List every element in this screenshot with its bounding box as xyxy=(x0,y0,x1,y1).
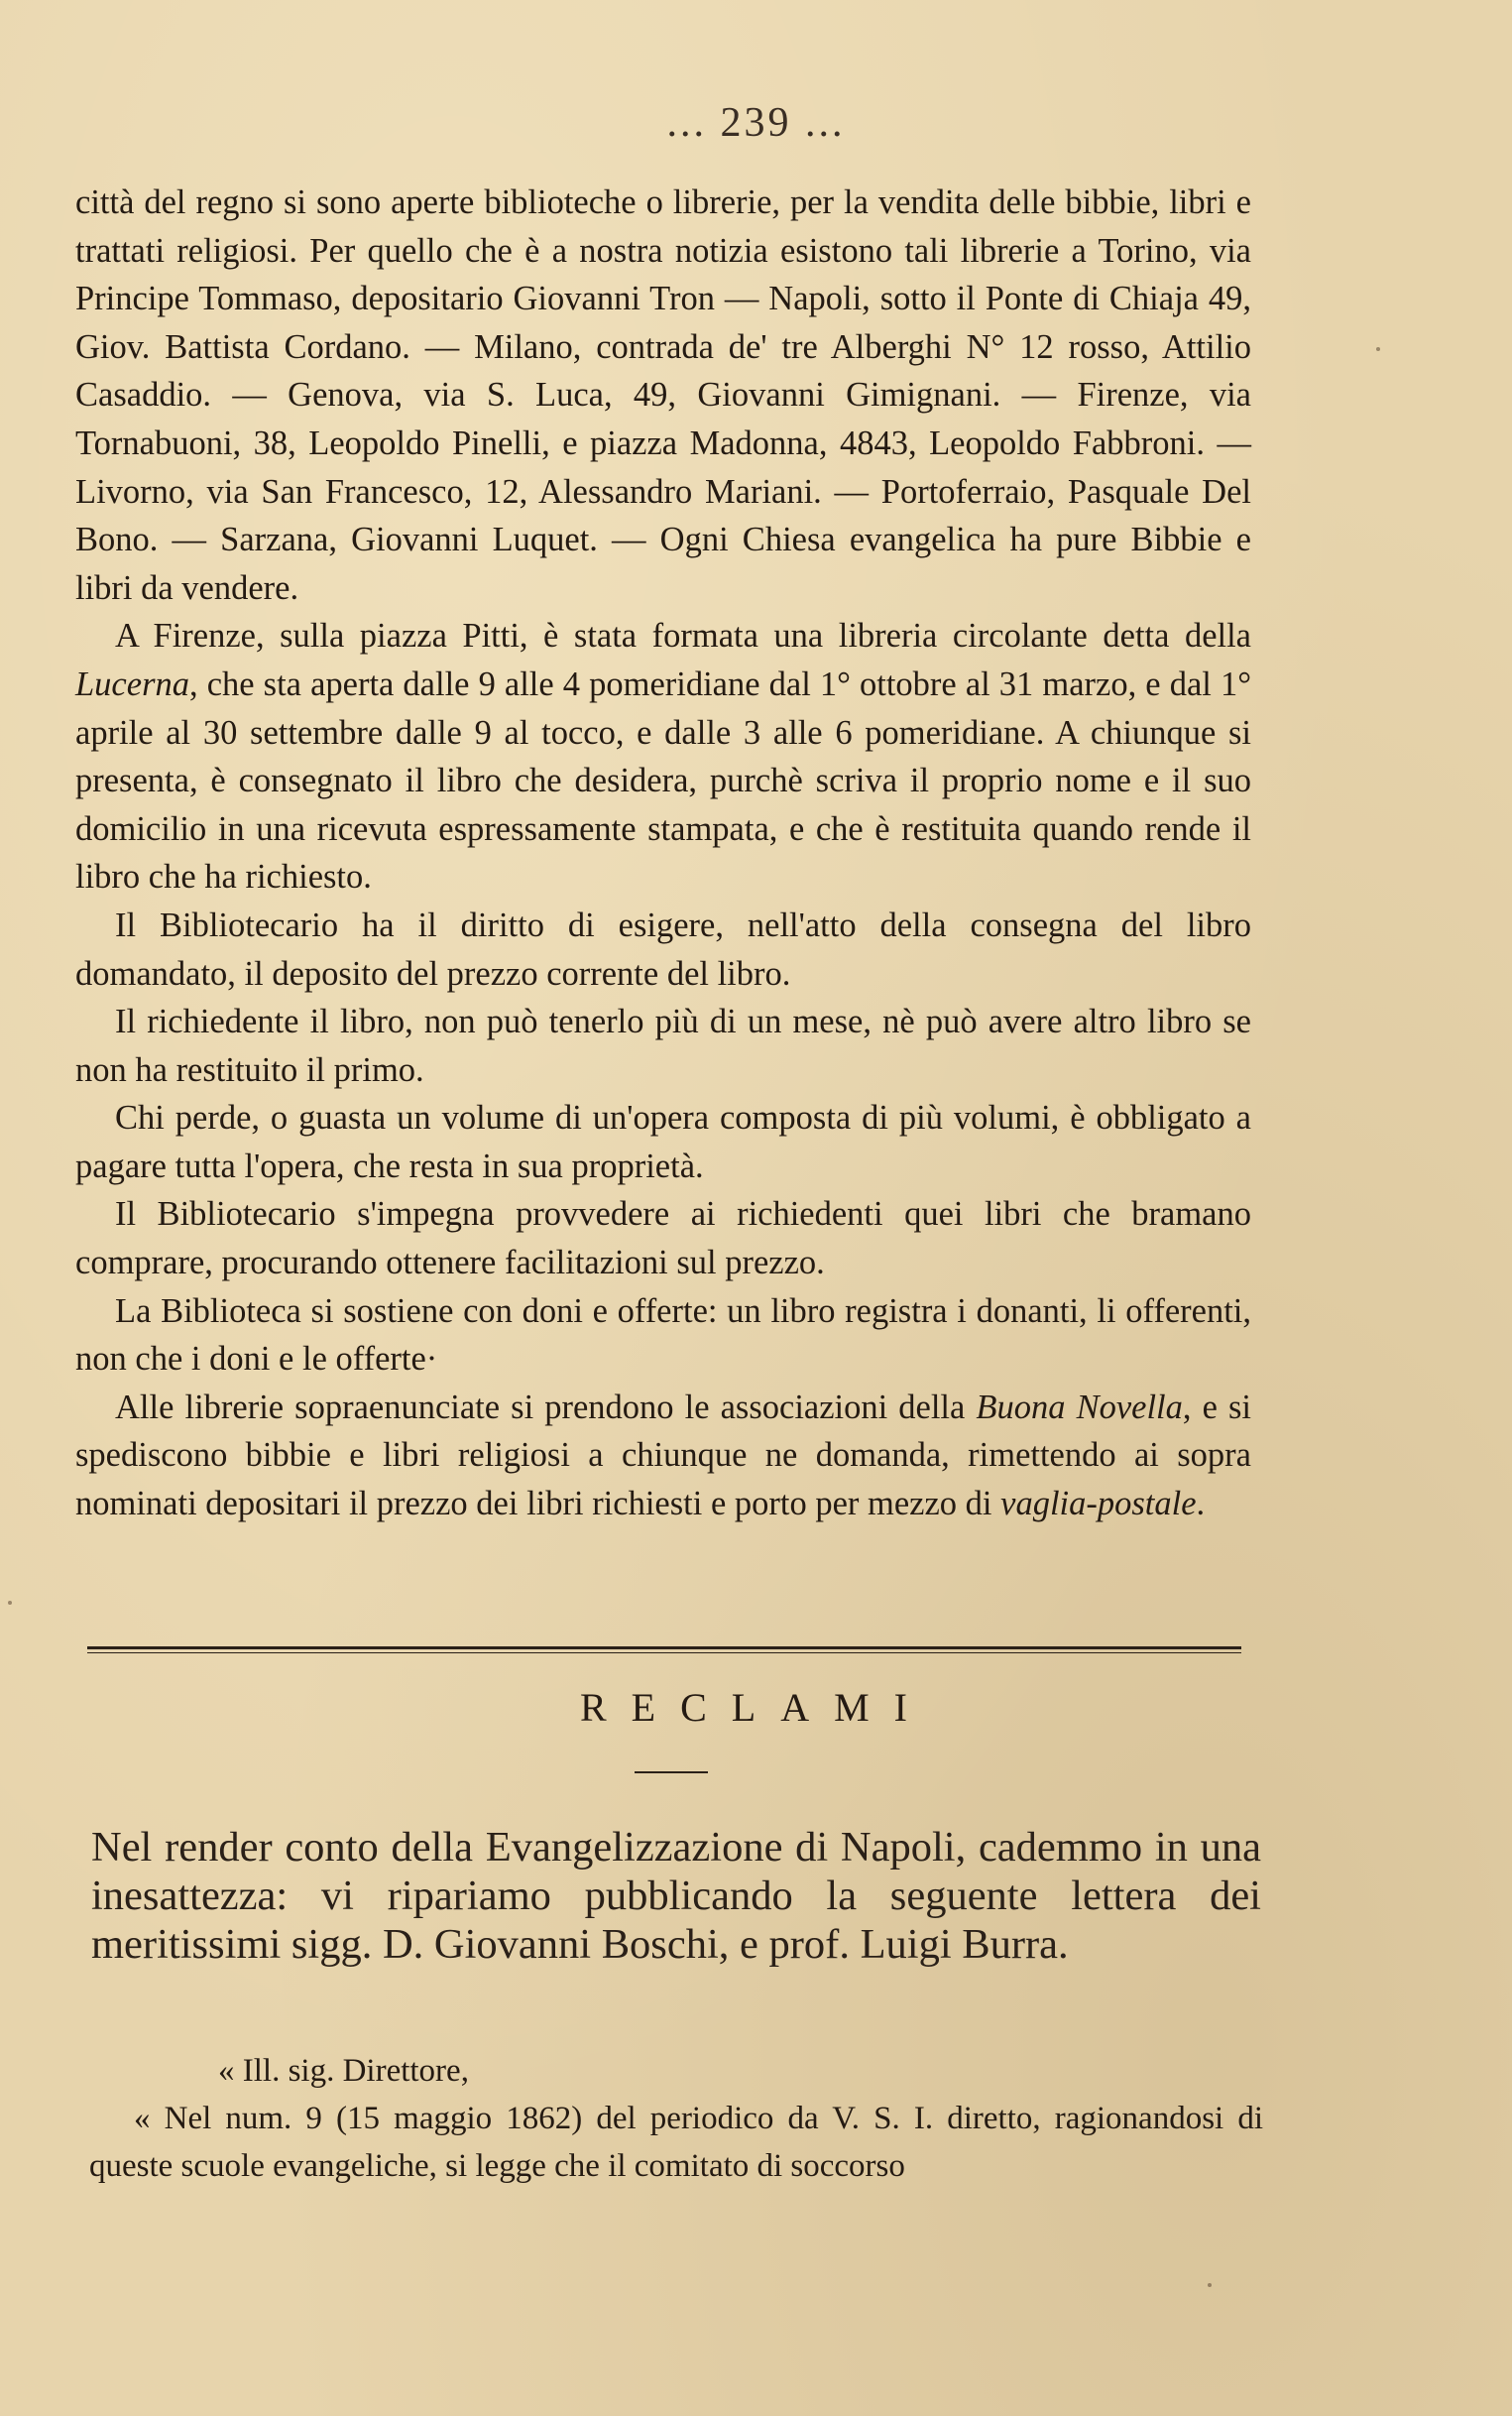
paper-speck xyxy=(8,1601,12,1605)
letter-text xyxy=(89,2047,1263,2190)
italic-lucerna: Lucerna xyxy=(75,664,189,703)
section-divider xyxy=(87,1646,1241,1653)
paragraph-librerie: città del regno si sono aperte biblioteche o librerie, per la vendita delle bibbie, libri e trattati religiosi. Per quello che è a nostra notizia esistono tali librerie a Torino, via Principe Tommaso, depositario Giovanni Tron — Napoli, sotto il Ponte di Chiaja 49, Giov. Battista Cordano. — Milano, contrada de' tre Alberghi N° 12 rosso, Attilio Casaddio. — Genova, via S. Luca, 49, Giovanni Gimignani. — Firenze, via Tornabuoni, 38, Leopoldo Pinelli, e piazza Madonna, 4843, Leopoldo Fabbroni. — Livorno, via San Francesco, 12, Alessandro Mariani. — Portoferraio, Pasquale Del Bono. — Sarzana, Giovanni Luquet. — Ogni Chiesa evangelica ha pure Bibbie e libri da vendere. xyxy=(75,183,1251,607)
paragraph-deposito: Il Bibliotecario ha il diritto di esigere, nell'atto della consegna del libro domandato, il deposito del prezzo corrente del libro. xyxy=(75,906,1251,993)
letter-paragraph: « Nel num. 9 (15 maggio 1862) del periodico da V. S. I. diretto, ragionandosi di queste scuole evangeliche, si legge che il comitato di soccorso xyxy=(89,2101,1263,2184)
title-underline xyxy=(635,1771,708,1773)
paragraph-biblioteca: La Biblioteca si sostiene con doni e offerte: un libro registra i donanti, li offerenti, non che i doni e le offerte· xyxy=(75,1291,1251,1379)
paragraph-bibliotecario: Il Bibliotecario s'impegna provvedere ai richiedenti quei libri che bramano comprare, procurando ottenere facilitazioni sul prezzo. xyxy=(75,1195,1251,1282)
paragraph-chi-perde: Chi perde, o guasta un volume di un'opera composta di più volumi, è obbligato a pagare tutta l'opera, che resta in sua proprietà. xyxy=(75,1099,1251,1185)
italic-buona-novella: Buona Novella xyxy=(976,1388,1183,1426)
paper-speck xyxy=(1376,347,1380,351)
italic-vaglia-postale: vaglia-postale xyxy=(1000,1485,1197,1523)
body-text xyxy=(75,179,1251,1528)
paper-speck xyxy=(1208,2283,1212,2287)
section-title: RECLAMI xyxy=(580,1685,932,1730)
paragraph-richiedente: Il richiedente il libro, non può tenerlo più di un mese, nè può avere altro libro se non ha restituito il primo. xyxy=(75,1003,1251,1089)
letter-salutation: « Ill. sig. Direttore, xyxy=(218,2053,469,2089)
page-number: ... 239 ... xyxy=(666,100,846,146)
section-lead: Nel render conto della Evangelizzazione di Napoli, cademmo in una inesattezza: vi ripariamo pubblicando la seguente lettera dei meritissimi sigg. D. Giovanni Boschi, e prof. Luigi Burra. xyxy=(91,1824,1261,1968)
paragraph-associazioni: Alle librerie sopraenunciate si prendono le associazioni della Buona Novella, e si spediscono bibbie e libri religiosi a chiunque ne domanda, rimettendo ai sopra nominati depositari il prezzo dei libri richiesti e porto per mezzo di vaglia-postale. xyxy=(75,1388,1251,1523)
paragraph-firenze: A Firenze, sulla piazza Pitti, è stata formata una libreria circolante detta della Lucerna, che sta aperta dalle 9 alle 4 pomeridiane dal 1° ottobre al 31 marzo, e dal 1° aprile al 30 settembre dalle 9 al tocco, e dalle 3 alle 6 pomeridiane. A chiunque si presenta, è consegnato il libro che desidera, purchè scriva il proprio nome e il suo domicilio in una ricevuta espressamente stampata, e che è restituita quando rende il libro che ha richiesto. xyxy=(75,617,1251,897)
